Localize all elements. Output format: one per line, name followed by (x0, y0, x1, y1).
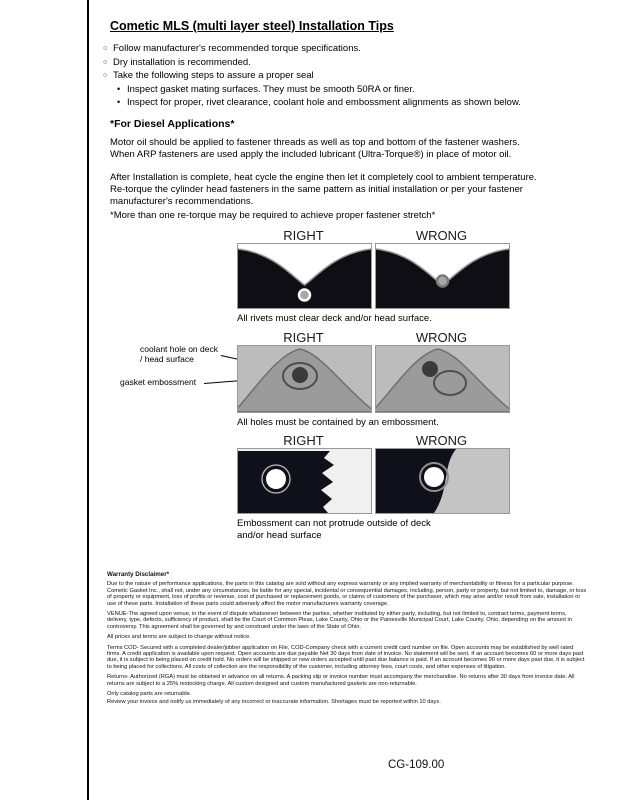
list-item (103, 43, 581, 54)
diesel-applications-heading: *For Diesel Applications* (110, 118, 235, 130)
diagram-row1-wrong-panel (375, 243, 510, 309)
sub-list-item (117, 84, 581, 95)
row3-right-header: RIGHT (283, 433, 324, 448)
row1-caption: All rivets must clear deck and/or head surface. (237, 313, 432, 324)
catalog-page-code: CG-109.00 (388, 759, 445, 771)
row3-wrong-header: WRONG (415, 433, 468, 448)
coolant-hole-callout-label: coolant hole on deck / head surface (140, 344, 218, 364)
filled-bullet-icon: • (117, 83, 121, 94)
warranty-heading: Warranty Disclaimer* (107, 571, 170, 578)
open-bullet-icon: ○ (103, 45, 108, 52)
row1-wrong-header: WRONG (415, 228, 468, 243)
diesel-paragraph-2: After Installation is complete, heat cycle the engine then let it completely cool to ambient temperature. Re-torque the cylinder head fasteners in the same pattern as initial installation or per your fastener manufacturer's recommendations. (110, 172, 537, 207)
diagram-row2-right-panel (237, 345, 372, 413)
diagram-row2-wrong-panel (375, 345, 510, 413)
filled-bullet-icon: • (117, 97, 121, 107)
sub-list-item (117, 97, 581, 108)
diagram-row1-right-panel (237, 243, 372, 309)
embossment-protrude-right-illustration (238, 449, 371, 513)
diagram-row3-wrong-panel (375, 448, 510, 514)
list-item-text: Take the following steps to assure a proper seal (113, 70, 314, 81)
terms-cod-paragraph: Terms COD- Secured with a completed dealer/jobber application on File, COD-Company check with a current credit card number on file. Open accounts may be established by well rated firms. A credit application is available upon request. Open accounts are due payable Net 30 days from date of invoice. No statement will be sent. If an account becomes 60 or more days past due, it is subject to being placed on credit hold. No orders will be shipped or new orders accepted until past due balance is paid. If an account becomes 90 or more days past due, it is subject to being placed for collections. All costs of collection are the responsibility of the customer, including attorney fees, court costs, and other expenses of litigation. (107, 644, 585, 670)
catalog-parts-line: Only catalog parts are returnable. (107, 691, 192, 698)
rivet-clear-right-illustration (238, 244, 371, 308)
list-item-text: Dry installation is recommended. (113, 56, 251, 68)
list-item-text: Inspect gasket mating surfaces. They must be smooth 50RA or finer. (127, 83, 415, 95)
row1-right-header: RIGHT (283, 228, 324, 243)
list-item-text: Inspect for proper, rivet clearance, coolant hole and embossment alignments as shown below. (127, 97, 521, 108)
row3-caption: Embossment can not protrude outside of deck and/or head surface (237, 518, 431, 541)
row2-right-header: RIGHT (283, 330, 324, 345)
page-title: Cometic MLS (multi layer steel) Installation Tips (110, 19, 394, 33)
warranty-paragraph: Due to the nature of performance applications, the parts in this catalog are sold without any express warranty or any implied warranty of merchantability or fitness for a particular purpose. Cometic Gasket Inc., shall not, under any circumstances, be liable for any special, incidental or consequential damages, including, person, party or property, but not limited to, damage, or loss of property or equipment, loss of profits or revenue, cost of purchased or replacement goods, or claims of customers of the purchaser, which may arise and/or result from sale, installation or use of these parts. Installation of these parts could adversely affect the motor manufacturers warranty coverage. (107, 581, 587, 607)
embossment-contained-wrong-illustration (376, 346, 509, 412)
rivet-clear-wrong-illustration (376, 244, 509, 308)
page-left-border (87, 0, 89, 800)
venue-paragraph: VENUE-The agreed upon venue, in the event of dispute whatsoever between the parties, whether instituted by either party, including, but not limited to, contract terms, payment terms, delivery, type, defects, sufficiency of product, shall be the Court of Common Pleas, Lake County, Ohio or the Painesville Municipal Court, Lake County, Ohio, depending on the amount in controversy. This agreement shall be governed by and construed under the laws of the State of Ohio. (107, 611, 572, 630)
warranty-disclaimer-block (107, 572, 587, 709)
list-item-text: Follow manufacturer's recommended torque specifications. (113, 43, 361, 54)
embossment-protrude-wrong-illustration (376, 449, 509, 513)
embossment-contained-right-illustration (238, 346, 371, 412)
retorque-note: *More than one re-torque may be required to achieve proper fastener stretch* (110, 210, 436, 221)
list-item (103, 57, 581, 68)
row2-caption: All holes must be contained by an embossment. (237, 417, 439, 428)
open-bullet-icon: ○ (103, 58, 108, 66)
installation-tips-list (103, 43, 581, 111)
review-invoice-line: Review your invoice and notify us immediately of any incorrect or inaccurate information. Shortages must be reported within 10 days. (107, 698, 441, 705)
open-bullet-icon: ○ (103, 72, 108, 79)
diagram-row3-right-panel (237, 448, 372, 514)
returns-paragraph: Returns- Authorized (RGA) must be obtained in advance on all returns. A packing slip or invoice number must accompany the merchandise. No returns after 30 days from invoice date. All returns are subject to a 25% restocking charge. All custom designed and custom manufactured gaskets are non-returnable. (107, 674, 575, 687)
gasket-embossment-callout-label: gasket embossment (120, 377, 197, 387)
diesel-paragraph-1: Motor oil should be applied to fastener threads as well as top and bottom of the fastener washers. When ARP fasteners are used apply the included lubricant (Ultra-Torque®) in place of motor oil. (110, 137, 520, 160)
row2-wrong-header: WRONG (415, 330, 468, 345)
list-item (103, 70, 581, 81)
prices-terms-line: All prices and terms are subject to change without notice. (107, 634, 251, 641)
